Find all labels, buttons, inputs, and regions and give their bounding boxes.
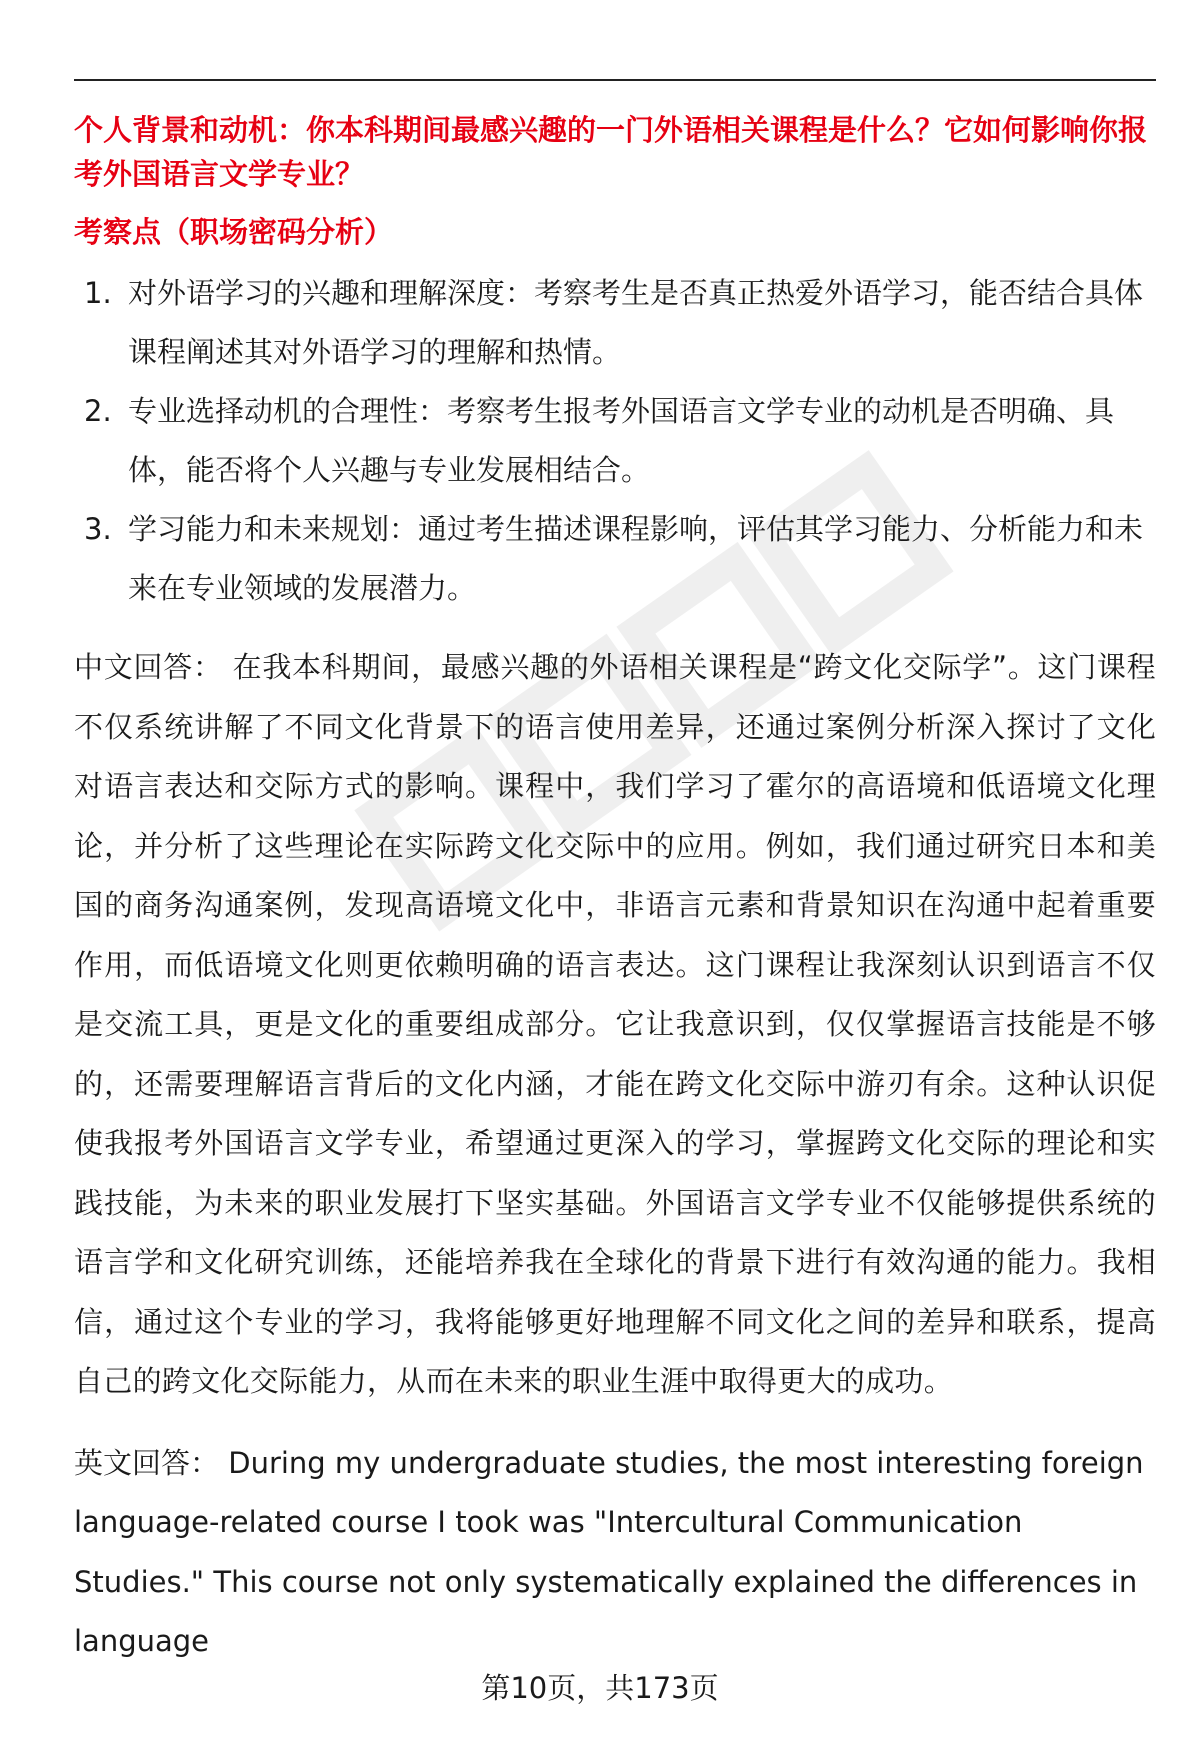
question-heading: 个人背景和动机：你本科期间最感兴趣的一门外语相关课程是什么？它如何影响你报考外国语言文学专业？ bbox=[74, 113, 1148, 191]
english-answer bbox=[74, 1434, 1156, 1672]
assessment-title: 考察点（职场密码分析） bbox=[74, 215, 394, 249]
chinese-answer-label: 中文回答： bbox=[74, 650, 223, 684]
point-text: 学习能力和未来规划：通过考生描述课程影响，评估其学习能力、分析能力和未来在专业领域的发展潜力。 bbox=[128, 512, 1144, 605]
point-number: 2. bbox=[84, 394, 112, 428]
top-rule bbox=[74, 79, 1156, 81]
chinese-answer bbox=[74, 638, 1156, 1412]
document-body bbox=[74, 108, 1156, 1672]
chinese-answer-text: 在我本科期间，最感兴趣的外语相关课程是“跨文化交际学”。这门课程不仅系统讲解了不同文化背景下的语言使用差异，还通过案例分析深入探讨了文化对语言表达和交际方式的影响。课程中，我们学习了霍尔的高语境和低语境文化理论，并分析了这些理论在实际跨文化交际中的应用。例如，我们通过研究日本和美国的商务沟通案例，发现高语境文化中，非语言元素和背景知识在沟通中起着重要作用，而低语境文化则更依赖明确的语言表达。这门课程让我深刻认识到语言不仅是交流工具，更是文化的重要组成部分。它让我意识到，仅仅掌握语言技能是不够的，还需要理解语言背后的文化内涵，才能在跨文化交际中游刃有余。这种认识促使我报考外国语言文学专业，希望通过更深入的学习，掌握跨文化交际的理论和实践技能，为未来的职业发展打下坚实基础。外国语言文学专业不仅能够提供系统的语言学和文化研究训练，还能培养我在全球化的背景下进行有效沟通的能力。我相信，通过这个专业的学习，我将能够更好地理解不同文化之间的差异和联系，提高自己的跨文化交际能力，从而在未来的职业生涯中取得更大的成功。 bbox=[74, 650, 1156, 1398]
assessment-point bbox=[74, 500, 1156, 618]
point-number: 1. bbox=[84, 276, 112, 310]
point-number: 3. bbox=[84, 512, 112, 546]
point-text: 对外语学习的兴趣和理解深度：考察考生是否真正热爱外语学习，能否结合具体课程阐述其对外语学习的理解和热情。 bbox=[128, 276, 1144, 369]
page-footer: 第10页，共173页 bbox=[481, 1671, 719, 1705]
english-answer-text: During my undergraduate studies, the most interesting foreign language-related course I took was "Intercultural Communication Studies." This course not only systematically explained the differences in language bbox=[74, 1445, 1144, 1658]
assessment-point bbox=[74, 264, 1156, 382]
assessment-points bbox=[74, 264, 1156, 618]
english-answer-label: 英文回答： bbox=[74, 1445, 220, 1480]
assessment-point bbox=[74, 382, 1156, 500]
point-text: 专业选择动机的合理性：考察考生报考外国语言文学专业的动机是否明确、具体，能否将个人兴趣与专业发展相结合。 bbox=[128, 394, 1115, 487]
